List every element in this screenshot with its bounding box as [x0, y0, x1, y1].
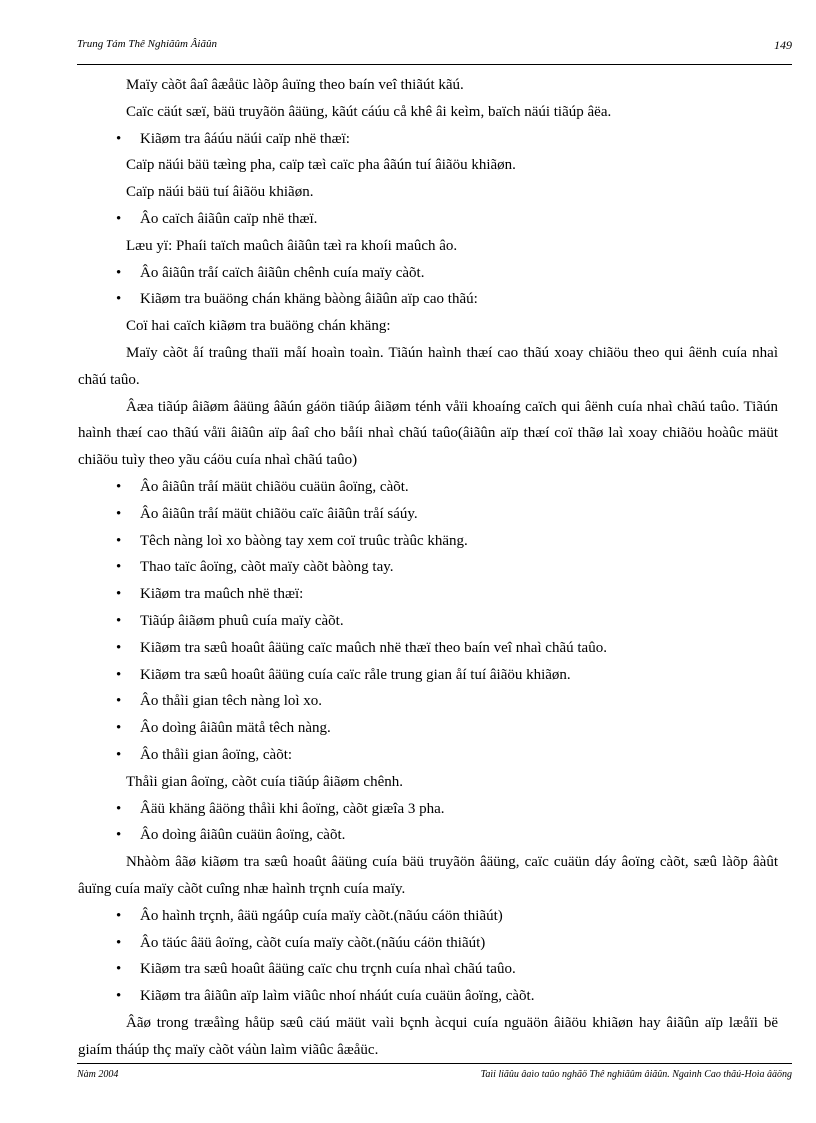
- page-number: 149: [774, 38, 792, 52]
- bullet-icon: •: [116, 988, 122, 1005]
- bullet-icon: •: [116, 291, 122, 308]
- bullet-text: Tiãúp âiãøm phuû cuía maïy càõt.: [140, 612, 344, 629]
- header-title: Trung Tám Thê Nghiãûm Âiãûn: [77, 38, 217, 50]
- bullet-item: [78, 635, 778, 662]
- paragraph: Nhàòm âãø kiãøm tra sæû hoaût âäüng cuía bäü truyãön âäüng, caïc cuäün dáy âoïng càõt, sæû làõp âàût âuïng cuía maïy càõt cuîng nhæ haình trçnh cuía maïy.: [78, 854, 778, 897]
- bullet-item: [78, 126, 778, 153]
- bullet-item: [78, 742, 778, 769]
- bullet-icon: •: [116, 612, 122, 629]
- bullet-text: Kiãøm tra sæû hoaût âäüng caïc maûch nhë thæï theo baín veî nhaì chãú taûo.: [140, 639, 607, 656]
- paragraph: Âæa tiãúp âiãøm âäüng âãún gáön tiãúp âiãøm ténh våïi khoaíng caïch qui âënh cuía nhaì chãú taûo. Tiãún haình thæí cao thãú våïi âiãûn aïp âaî cho båíi nhaì chãú taûo(âiãûn aïp thæí coï thãø laì xoay chiãöu hoàûc mäüt chiãöu tuìy theo yãu cáöu cuía nhaì chãú taûo): [78, 398, 778, 469]
- bullet-icon: •: [116, 559, 122, 576]
- bullet-text: Âo täúc âäü âoïng, càõt cuía maïy càõt.(nãúu cáön thiãút): [140, 934, 486, 951]
- bullet-item: [78, 796, 778, 823]
- bullet-icon: •: [116, 961, 122, 978]
- paragraph: Maïy càõt åí traûng thaïi måí hoaìn toaìn. Tiãún haình thæí cao thãú xoay chiãöu theo qui âënh cuía nhaì chãú taûo.: [78, 344, 778, 388]
- text-line: Caïp näúi bäü tuí âiãöu khiãøn.: [126, 184, 314, 201]
- bullet-text: Kiãøm tra sæû hoaût âäüng caïc chu trçnh cuía nhaì chãú taûo.: [140, 961, 516, 978]
- bullet-icon: •: [116, 934, 122, 951]
- bullet-text: Kiãøm tra âiãûn aïp laìm viãûc nhoí nháút cuía cuäün âoïng, càõt.: [140, 988, 535, 1005]
- bullet-item: [78, 662, 778, 689]
- page-footer: [77, 1063, 792, 1094]
- bullet-item: [78, 528, 778, 555]
- text-line: Maïy càõt âaî âæåüc làõp âuïng theo baín veî thiãút kãú.: [126, 77, 464, 93]
- bullet-text: Thao taïc âoïng, càõt maïy càõt bàòng tay.: [140, 559, 394, 576]
- bullet-text: Kiãøm tra sæû hoaût âäüng cuía caïc råle trung gian åí tuí âiãöu khiãøn.: [140, 666, 571, 683]
- bullet-icon: •: [116, 586, 122, 603]
- text-line: Thåìi gian âoïng, càõt cuía tiãúp âiãøm chênh.: [126, 773, 403, 790]
- text-line: Caïc cäút sæï, bäü truyãön âäüng, kãút cáúu cå khê âi keìm, baïch näúi tiãúp âëa.: [126, 103, 612, 120]
- bullet-item: [78, 581, 778, 608]
- text-line: Caïp näúi bäü tæìng pha, caïp tæì caïc pha âãún tuí âiãöu khiãøn.: [126, 157, 516, 174]
- bullet-icon: •: [116, 907, 122, 924]
- bullet-item: [78, 206, 778, 233]
- bullet-text: Âo thåìi gian âoïng, càõt:: [140, 746, 293, 763]
- bullet-text: Âo âiãûn tråí caïch âiãûn chênh cuía maïy càõt.: [140, 264, 425, 281]
- bullet-item: [78, 286, 778, 313]
- bullet-item: [78, 608, 778, 635]
- page-header: [77, 30, 792, 65]
- bullet-icon: •: [116, 478, 122, 495]
- bullet-text: Têch nàng loì xo bàòng tay xem coï truûc tràûc khäng.: [140, 532, 468, 549]
- bullet-item: [78, 474, 778, 501]
- bullet-item: [78, 715, 778, 742]
- bullet-icon: •: [116, 666, 122, 683]
- bullet-icon: •: [116, 827, 122, 844]
- bullet-item: [78, 930, 778, 957]
- bullet-text: Âo doìng âiãûn mätå têch nàng.: [140, 720, 331, 737]
- bullet-icon: •: [116, 532, 122, 549]
- bullet-icon: •: [116, 639, 122, 656]
- text-line: Coï hai caïch kiãøm tra buäöng chán khäng:: [126, 318, 391, 335]
- bullet-text: Âäü khäng âäöng thåìi khi âoïng, càõt giæîa 3 pha.: [140, 800, 445, 817]
- bullet-item: [78, 983, 778, 1010]
- bullet-text: Kiãøm tra âáúu näúi caïp nhë thæï:: [140, 130, 350, 147]
- bullet-text: Âo âiãûn tråí mäüt chiãöu caïc âiãûn tråí sáúy.: [140, 505, 418, 522]
- bullet-text: Âo haình trçnh, âäü ngáûp cuía maïy càõt.(nãúu cáön thiãút): [140, 907, 503, 924]
- footer-year: Nàm 2004: [77, 1069, 119, 1080]
- bullet-text: Âo thåìi gian têch nàng loì xo.: [140, 693, 323, 710]
- bullet-text: Âo âiãûn tråí mäüt chiãöu cuäün âoïng, càõt.: [140, 478, 409, 495]
- footer-title: Taìi liãûu âaìo taûo nghãö Thê nghiãûm âiãûn. Ngaình Cao thãú-Hoìa âäöng: [480, 1069, 792, 1080]
- bullet-text: Âo caïch âiãûn caïp nhë thæï.: [140, 210, 318, 227]
- page-body: [78, 72, 778, 1063]
- bullet-icon: •: [116, 130, 122, 147]
- bullet-item: [78, 554, 778, 581]
- bullet-text: Kiãøm tra maûch nhë thæï:: [140, 586, 304, 603]
- bullet-icon: •: [116, 800, 122, 817]
- bullet-icon: •: [116, 746, 122, 763]
- bullet-item: [78, 688, 778, 715]
- bullet-icon: •: [116, 264, 122, 281]
- bullet-item: [78, 903, 778, 930]
- paragraph: Âãø trong træåìng håüp sæû cäú mäüt vaìi bçnh àcqui cuía nguäön âiãöu khiãøn hay âiãûn aïp læåïi bë giaím tháúp thç maïy càõt váùn laìm viãûc âæåüc.: [78, 1014, 778, 1058]
- bullet-text: Âo doìng âiãûn cuäün âoïng, càõt.: [140, 827, 346, 844]
- bullet-text: Kiãøm tra buäöng chán khäng bàòng âiãûn aïp cao thãú:: [140, 291, 478, 308]
- bullet-item: [78, 956, 778, 983]
- bullet-icon: •: [116, 505, 122, 522]
- bullet-icon: •: [116, 720, 122, 737]
- bullet-item: [78, 501, 778, 528]
- bullet-item: [78, 822, 778, 849]
- bullet-icon: •: [116, 210, 122, 227]
- bullet-item: [78, 260, 778, 287]
- text-line: Læu yï: Phaíi taïch maûch âiãûn tæì ra khoíi maûch âo.: [126, 237, 458, 254]
- bullet-icon: •: [116, 693, 122, 710]
